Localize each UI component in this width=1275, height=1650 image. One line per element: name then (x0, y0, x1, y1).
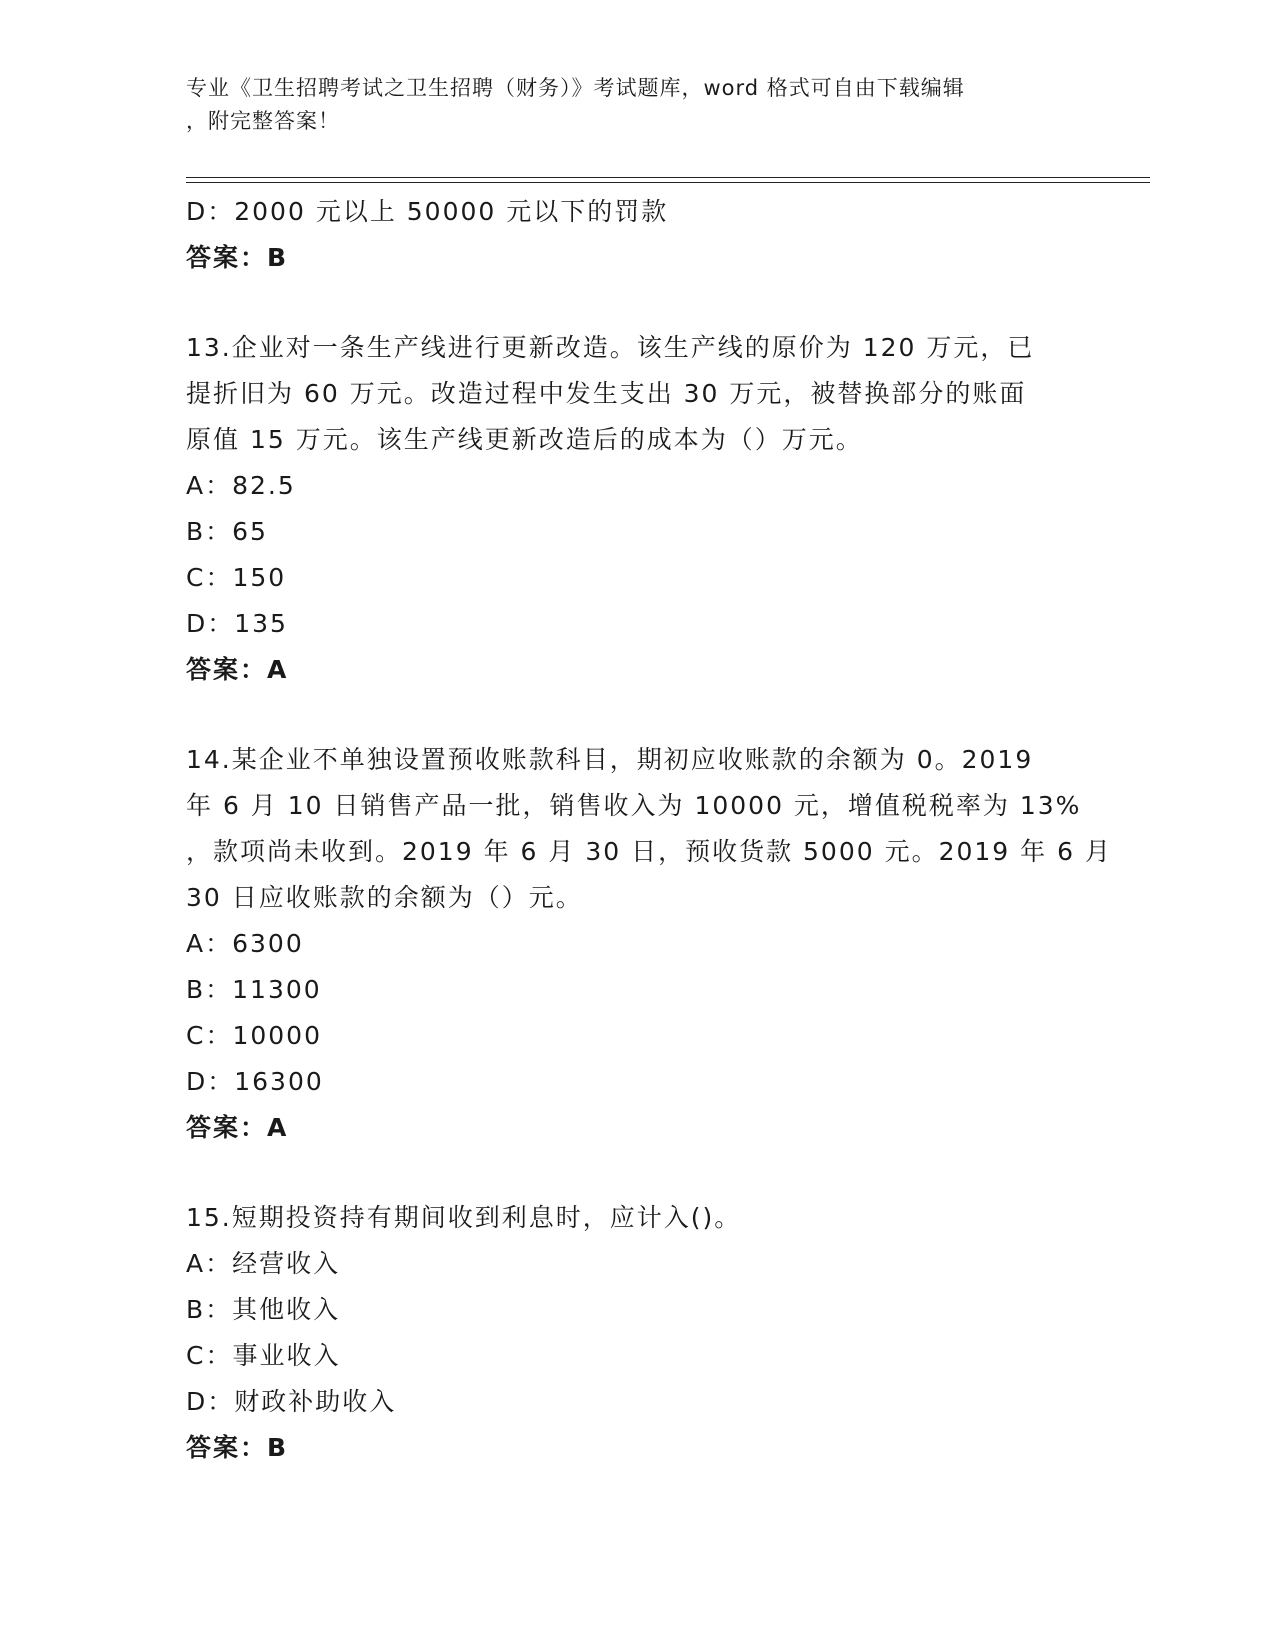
header-divider-top (186, 177, 1150, 178)
prev-option-d: D：2000 元以上 50000 元以下的罚款 (186, 197, 669, 226)
question-14-option-a: A：6300 (186, 929, 304, 958)
question-15-line-1: 15.短期投资持有期间收到利息时，应计入()。 (186, 1203, 742, 1232)
question-14-line-4: 30 日应收账款的余额为（）元。 (186, 883, 583, 912)
question-15-option-c: C：事业收入 (186, 1341, 341, 1370)
question-15-option-b: B：其他收入 (186, 1295, 341, 1324)
question-14-option-c: C：10000 (186, 1021, 322, 1050)
question-13-option-d: D：135 (186, 609, 288, 638)
question-13-option-c: C：150 (186, 563, 287, 592)
question-13-line-1: 13.企业对一条生产线进行更新改造。该生产线的原价为 120 万元，已 (186, 333, 1035, 362)
header-divider-bottom (186, 182, 1150, 183)
question-13 (186, 325, 1086, 693)
question-13-line-3: 原值 15 万元。该生产线更新改造后的成本为（）万元。 (186, 425, 863, 454)
question-14-line-2: 年 6 月 10 日销售产品一批，销售收入为 10000 元，增值税税率为 13% (186, 791, 1082, 820)
question-15-answer: 答案：B (186, 1433, 289, 1462)
prev-answer: 答案：B (186, 243, 289, 272)
question-14 (186, 737, 1112, 1151)
question-13-answer: 答案：A (186, 655, 289, 684)
question-14-answer: 答案：A (186, 1113, 289, 1142)
header-line-2: ，附完整答案！ (186, 109, 340, 133)
question-14-option-d: D：16300 (186, 1067, 324, 1096)
question-13-option-a: A：82.5 (186, 471, 296, 500)
header-line-1: 专业《卫生招聘考试之卫生招聘（财务）》考试题库，word 格式可自由下载编辑 (186, 76, 965, 100)
question-13-option-b: B：65 (186, 517, 268, 546)
question-13-line-2: 提折旧为 60 万元。改造过程中发生支出 30 万元，被替换部分的账面 (186, 379, 1027, 408)
question-content (186, 189, 1112, 1471)
question-15-option-a: A：经营收入 (186, 1249, 341, 1278)
question-14-line-1: 14.某企业不单独设置预收账款科目，期初应收账款的余额为 0。2019 (186, 745, 1034, 774)
question-14-line-3: ，款项尚未收到。2019 年 6 月 30 日，预收货款 5000 元。2019 年 6 月 (186, 837, 1112, 866)
document-header (186, 72, 1066, 138)
question-15 (186, 1195, 1086, 1471)
question-14-option-b: B：11300 (186, 975, 322, 1004)
question-15-option-d: D：财政补助收入 (186, 1387, 397, 1416)
